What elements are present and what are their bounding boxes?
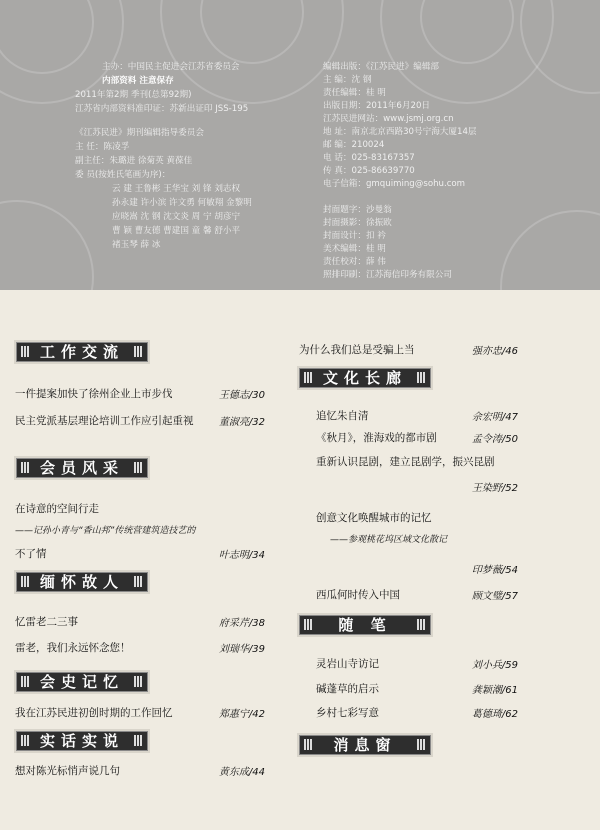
header-left-line: 云 建 王鲁彬 王华宝 刘 锋 刘志权	[112, 184, 241, 194]
section-header	[16, 731, 148, 751]
toc-entry-author-page: 府采芹/38	[218, 618, 265, 629]
section-title: 会史记忆	[39, 673, 124, 691]
header-left-line: 内部资料 注意保存	[102, 76, 174, 86]
header-left-line: 委 员(按姓氏笔画为序)：	[75, 170, 171, 180]
header-right-line: 传 真：025-86639770	[323, 166, 415, 176]
section-title: 实话实说	[39, 732, 124, 750]
toc-entry-author-page: 刘小兵/59	[471, 660, 518, 671]
toc-entry-author-page: 叶志明/34	[218, 550, 265, 561]
toc-entry-author-page: 佘宏明/47	[471, 412, 518, 423]
toc-entry-title: 民主党派基层理论培训工作应引起重视	[15, 415, 194, 427]
section-title: 文化长廊	[322, 369, 407, 387]
toc-entry-author-page: 刘瑞华/39	[218, 644, 265, 655]
header-left-line: 主办：中国民主促进会江苏省委员会	[102, 62, 240, 72]
section-title: 工作交流	[39, 343, 124, 361]
toc-entry-author-page: 顾文璧/57	[471, 591, 518, 602]
toc-entry-title: 一件提案加快了徐州企业上市步伐	[15, 388, 173, 400]
section-header	[16, 572, 148, 592]
header-left-line: 褚玉琴 薛 冰	[112, 240, 161, 250]
header-right-line: 照排印刷：江苏海信印务有限公司	[323, 270, 452, 280]
section-title: 会员风采	[39, 459, 124, 477]
toc-entry-title: 重新认识昆剧，建立昆剧学，振兴昆剧	[316, 456, 495, 468]
section-header	[16, 458, 148, 478]
toc-entry-title: 雷老，我们永远怀念您！	[15, 642, 131, 654]
header-left-line: 副主任：朱璐进 徐菊英 黄葆佳	[75, 156, 193, 166]
header-right-line: 封面设计：扣 衿	[323, 231, 386, 241]
header-right-line: 封面摄影：徐振欧	[323, 218, 392, 228]
header-right-line: 编辑出版：《江苏民进》编辑部	[323, 62, 440, 72]
toc-entry-author-page: 王染野/52	[471, 483, 518, 494]
header-left-line: 曹 颖 曹友德 曹建国 童 馨 舒小平	[112, 226, 241, 236]
masthead-panel	[0, 0, 600, 290]
header-right-line: 电子信箱：gmquiming@sohu.com	[323, 179, 466, 189]
toc-entry-title: 西瓜何时传入中国	[316, 589, 400, 601]
toc-entry-author-page: 孟令涛/50	[471, 434, 518, 445]
toc-entry-title: 为什么我们总是受骗上当	[299, 344, 415, 356]
section-header	[299, 615, 431, 635]
toc-entry-author-page: 强亦忠/46	[471, 346, 518, 357]
header-right-line: 主 编：沈 钢	[323, 75, 372, 85]
toc-entry-title: 碱蓬草的启示	[316, 683, 379, 695]
section-title: 缅怀故人	[39, 573, 124, 591]
header-right-line: 责任校对：薛 伟	[323, 257, 386, 267]
header-left-line: 2011年第2期 季刊(总第92期)	[75, 90, 192, 100]
toc-entry-author-page: 王德志/30	[218, 390, 265, 401]
toc-entry-author-page: 郑惠宁/42	[218, 709, 265, 720]
toc-entry-title: 乡村七彩写意	[316, 707, 379, 719]
toc-entry-title: 追忆朱自清	[316, 410, 369, 422]
toc-entry-title: 在诗意的空间行走	[15, 503, 99, 515]
toc-entry-author-page: 龚颖潮/61	[471, 685, 518, 696]
toc-entry-title: 不了情	[15, 548, 47, 560]
header-right-line: 出版日期：2011年6月20日	[323, 101, 431, 111]
header-left-line: 江苏省内部资料准印证：苏新出证印 JSS-195	[75, 104, 249, 114]
toc-entry-title: 我在江苏民进初创时期的工作回忆	[15, 707, 173, 719]
toc-entry-title: 想对陈光标悄声说几句	[15, 765, 120, 777]
header-right-line: 电 话：025-83167357	[323, 153, 415, 163]
header-right-line: 责任编辑：桂 明	[323, 88, 386, 98]
header-right-line: 美术编辑：桂 明	[323, 244, 386, 254]
toc-entry-title: 创意文化唤醒城市的记忆	[316, 512, 432, 524]
section-title: 消息窗	[333, 736, 397, 754]
header-right-line: 邮 编：210024	[323, 140, 385, 150]
toc-entry-author-page: 印梦薇/54	[471, 565, 518, 576]
toc-entry-author-page: 黄东成/44	[218, 767, 265, 778]
toc-entry-title: ——记孙小青与“香山邦”传统营建筑造技艺的	[15, 526, 196, 536]
header-right-line: 封面题字：沙曼翁	[323, 205, 392, 215]
section-header	[16, 342, 148, 362]
section-header	[299, 735, 431, 755]
toc-entry-title: 灵岩山寺访记	[316, 658, 379, 670]
toc-entry-title: 忆雷老二三事	[15, 616, 78, 628]
header-right-line: 地 址：南京北京西路30号宁海大厦14层	[323, 127, 477, 137]
header-left-line: 主 任：陈凌孚	[75, 142, 130, 152]
section-header	[16, 672, 148, 692]
toc-entry-title: ——参观桃花坞区域文化散记	[330, 535, 448, 545]
section-header	[299, 368, 431, 388]
section-title: 随 笔	[338, 616, 392, 634]
header-left-line: 《江苏民进》期刊编辑指导委员会	[75, 128, 204, 138]
header-left-line: 应晓嵩 沈 钢 沈文炎 周 宁 胡彦宁	[112, 212, 241, 222]
toc-entry-author-page: 董淑亮/32	[218, 417, 265, 428]
header-right-line: 江苏民进网站：www.jsmj.org.cn	[323, 114, 454, 124]
toc-entry-author-page: 葛德琦/62	[471, 709, 518, 720]
table-of-contents	[0, 290, 600, 830]
toc-entry-title: 《秋月》，淮海戏的都市剧	[316, 432, 437, 444]
header-left-line: 孙永建 许小滨 许文勇 何敏翔 金黎明	[112, 198, 252, 208]
